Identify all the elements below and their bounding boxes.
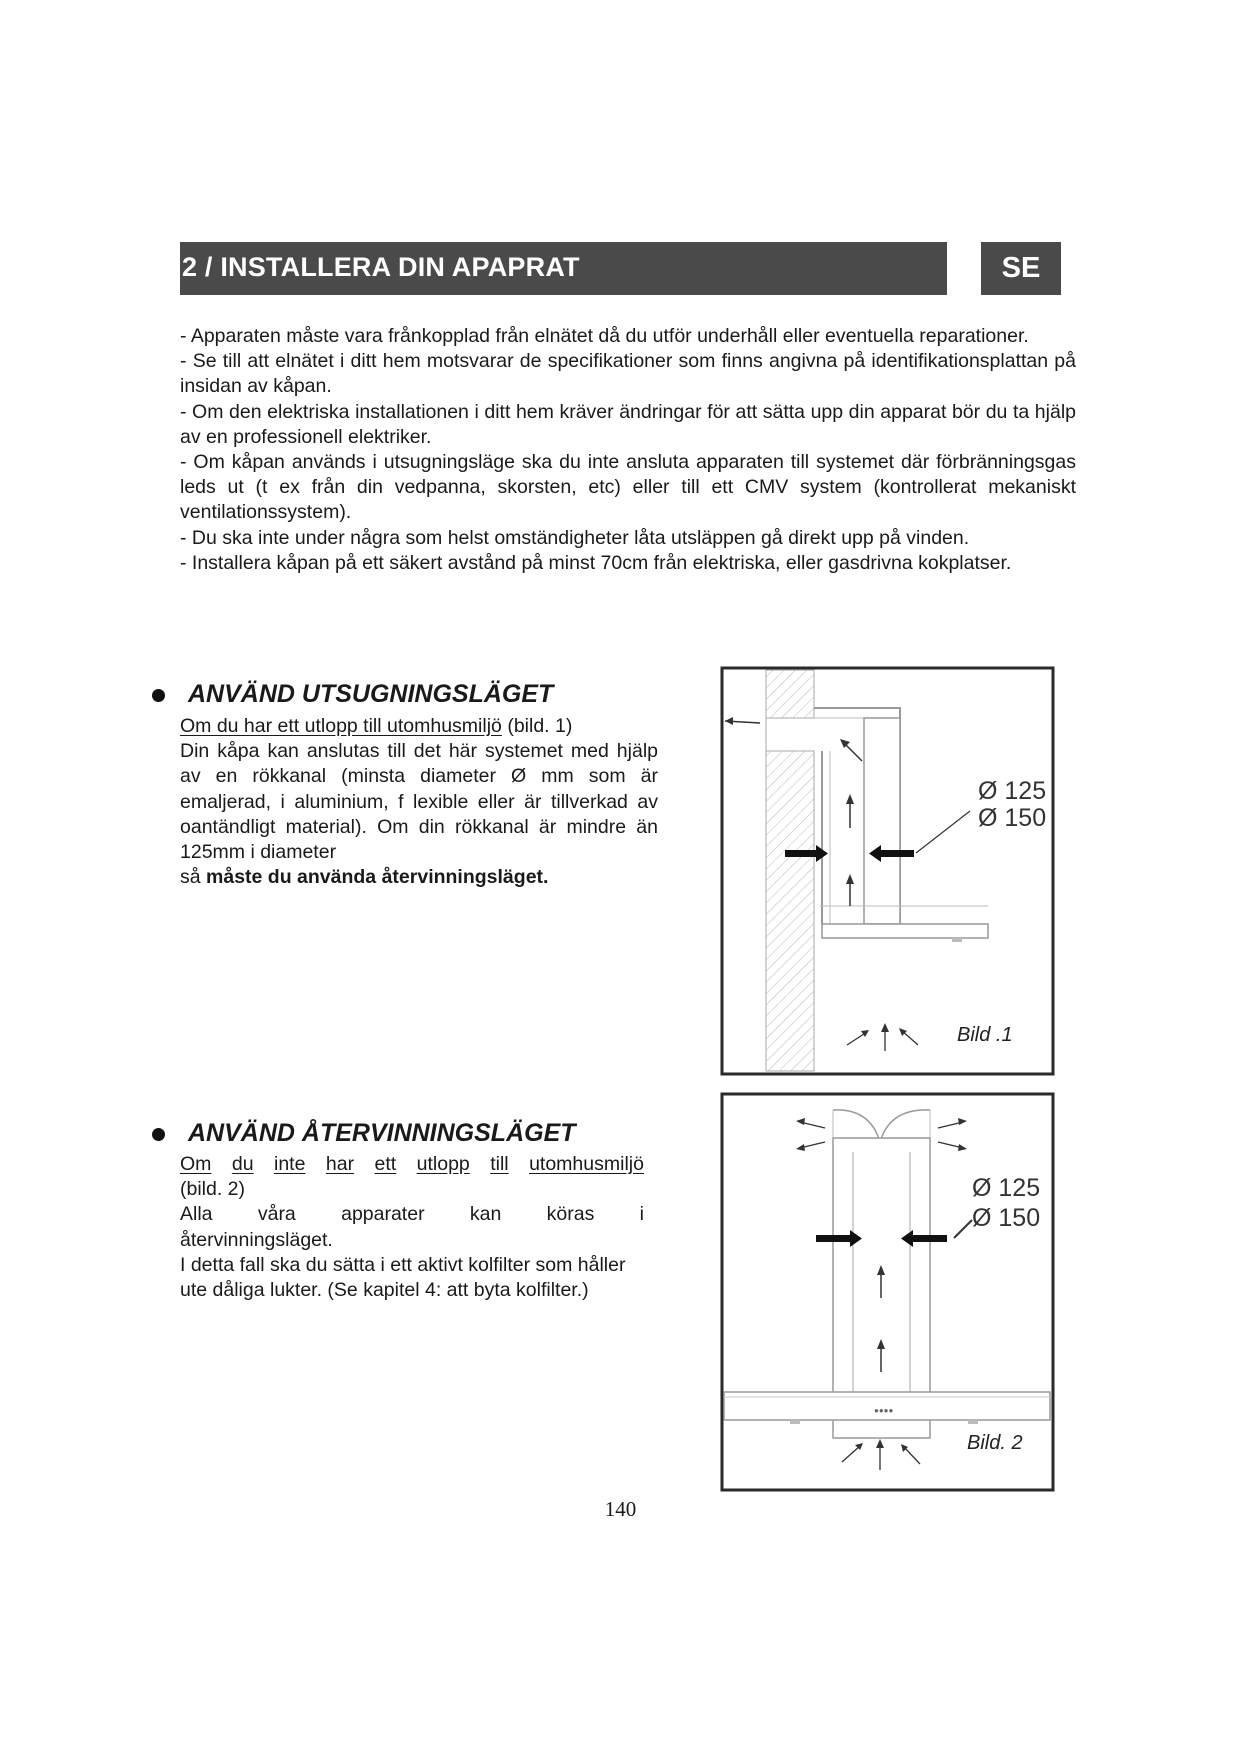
recirculation-mode-text (180, 1152, 644, 1303)
recirculation-line: Alla våra apparater kan köras i (180, 1203, 644, 1226)
figure-caption: Bild .1 (957, 1024, 1013, 1046)
figure-reference: (bild. 2) (180, 1178, 246, 1201)
recirculation-body: I detta fall ska du sätta i ett aktivt kolfilter som håller ute dåliga lukter. (Se kapitel 4: att byta kolfilter.) (180, 1253, 626, 1302)
instruction-item: - Se till att elnätet i ditt hem motsvarar de specifikationer som finns angivna på identifikationsplattan på insidan av kåpan. (180, 350, 1076, 398)
svg-text:●●●●: ●●●● (874, 1406, 894, 1415)
extraction-condition: Om du har ett utlopp till utomhusmiljö (180, 715, 502, 737)
diameter-label: Ø 125 (978, 777, 1047, 805)
figure-reference: (bild. 1) (501, 715, 573, 737)
safety-instructions (180, 324, 1076, 576)
section-heading-recirculation: ANVÄND ÅTERVINNINGSLÄGET (188, 1119, 576, 1147)
extraction-mode-text (180, 714, 658, 890)
extraction-body-prefix: så (180, 866, 207, 889)
figure-extraction-diagram (720, 666, 1055, 1076)
diameter-label: Ø 125 (972, 1174, 1041, 1202)
extraction-body: Din kåpa kan anslutas till det här systemet med hjälp av en rökkanal (minsta diameter Ø mm som är emaljerad, i aluminium, f lexible eller är tillverkad av oantändligt material). Om din rökkanal är mindre än 125mm i diameter (180, 740, 658, 864)
recirculation-line: återvinningsläget. (180, 1228, 333, 1251)
section-title: 2 / INSTALLERA DIN APAPRAT (182, 252, 580, 282)
language-label: SE (1001, 252, 1041, 284)
instruction-item: - Om kåpan används i utsugningsläge ska du inte ansluta apparaten till systemet där förbränningsgas leds ut (t ex från din vedpanna, skorsten, etc) eller till ett CMV system (kontrollerat mekaniskt ventilationssystem). (180, 451, 1076, 524)
instruction-item: - Om den elektriska installationen i ditt hem kräver ändringar för att sätta upp din apparat bör du ta hjälp av en professionell elektriker. (180, 400, 1076, 448)
figure-recirculation-diagram (720, 1092, 1055, 1492)
instruction-item: - Du ska inte under några som helst omständigheter låta utsläppen gå direkt upp på vinden. (180, 526, 970, 549)
recirculation-condition: Om du inte har ett utlopp till utomhusmiljö (180, 1153, 644, 1175)
diameter-label: Ø 150 (978, 804, 1047, 832)
section-heading-extraction: ANVÄND UTSUGNINGSLÄGET (188, 680, 554, 708)
instruction-item: - Apparaten måste vara frånkopplad från elnätet då du utför underhåll eller eventuella reparationer. (180, 325, 1029, 347)
diameter-label: Ø 150 (972, 1204, 1041, 1232)
language-badge (981, 242, 1061, 295)
bullet-icon (152, 689, 165, 702)
page-number: 140 (604, 1497, 637, 1521)
figure-caption: Bild. 2 (967, 1432, 1023, 1454)
extraction-warning: måste du använda återvinningsläget. (206, 866, 549, 889)
instruction-item: - Installera kåpan på ett säkert avstånd på minst 70cm från elektriska, eller gasdrivna kokplatser. (180, 551, 1012, 574)
bullet-icon (152, 1128, 165, 1141)
